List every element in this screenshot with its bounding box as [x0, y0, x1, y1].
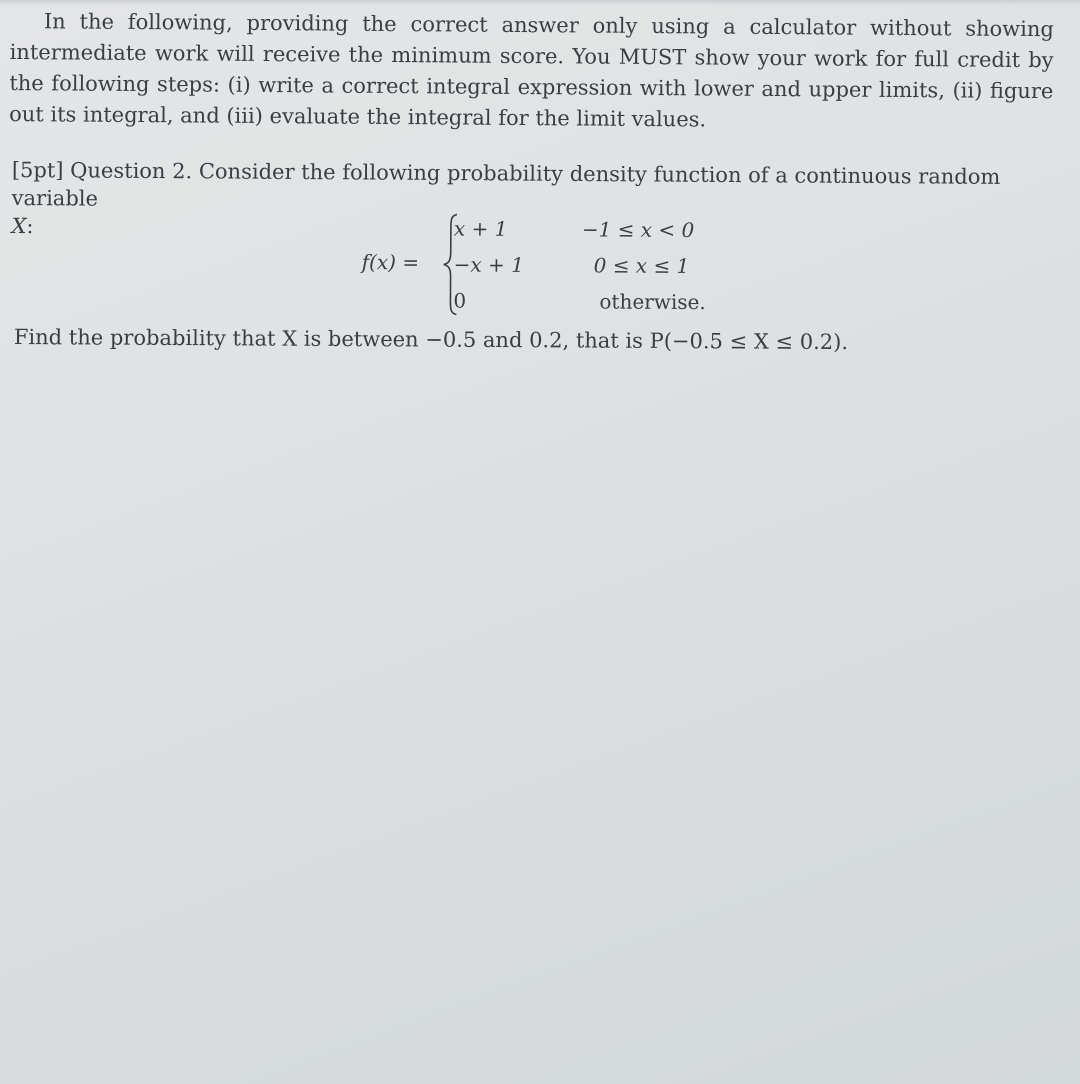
find-probability-prompt: Find the probability that X is between −0.5 and 0.2, that is P(−0.5 ≤ X ≤ 0.2).	[13, 324, 849, 355]
question-points: [5pt]	[11, 157, 64, 183]
pdf-case-row	[362, 216, 722, 248]
pdf-case-condition: 0 ≤ x ≤ 1	[593, 253, 690, 279]
question-text: Consider the following probability density function of a continuous random variable	[11, 159, 1001, 211]
pdf-lhs: f(x) =	[361, 249, 420, 275]
question-label: Question 2.	[70, 158, 193, 184]
page-top-edge	[0, 0, 1080, 6]
pdf-case-expression: 0	[453, 288, 467, 313]
instructions-paragraph: In the following, providing the correct answer only using a calculator without showing intermediate work will receive the minimum score. You MUST show your work for full credit by the following steps: (i) write a correct integral expression with lower and upper limits, (ii) figure out its integral, and (iii) evaluate the integral for the limit values.	[9, 9, 1054, 132]
pdf-case-condition: −1 ≤ x < 0	[581, 217, 695, 243]
question-colon: :	[26, 214, 34, 239]
pdf-case-row	[361, 249, 722, 284]
pdf-case-row	[361, 288, 721, 320]
random-variable: X	[11, 213, 27, 239]
pdf-case-expression: −x + 1	[453, 252, 524, 277]
pdf-case-expression: x + 1	[453, 216, 508, 241]
pdf-case-condition: otherwise.	[599, 289, 706, 315]
pdf-piecewise-definition	[361, 208, 722, 320]
